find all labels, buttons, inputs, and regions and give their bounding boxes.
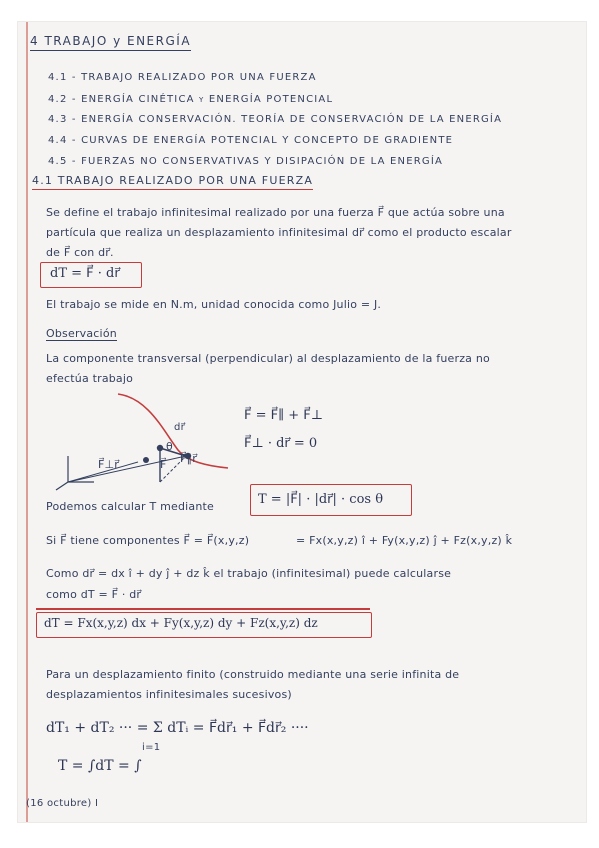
particle-point-3 [143, 457, 149, 463]
section-title: 4 TRABAJO y ENERGÍA [30, 34, 191, 51]
observation-line-1: La componente transversal (perpendicular) al desplazamiento de la fuerza no [46, 352, 490, 365]
finite-line-2: desplazamientos infinitesimales sucesivos) [46, 688, 292, 701]
margin-line [26, 22, 28, 822]
dr-line-a: Como dr⃗ = dx î + dy ĵ + dz k̂ el trabajo (infinitesimal) puede calcularse [46, 567, 452, 580]
toc-item-3: 4.3 - ENERGÍA CONSERVACIÓN. TEORÍA DE CONSERVACIÓN DE LA ENERGÍA [48, 114, 503, 125]
definition-line-2: partícula que realiza un desplazamiento infinitesimal dr⃗ como el producto escalar [46, 226, 512, 239]
definition-line-3: de F⃗ con dr⃗. [46, 246, 114, 259]
equation-dT-expanded: dT = Fx(x,y,z) dx + Fy(x,y,z) dy + Fz(x,y,z) dz [44, 616, 318, 630]
notebook-page [18, 22, 586, 822]
observation-line-2: efectúa trabajo [46, 372, 134, 385]
calc-label: Podemos calcular T mediante [46, 500, 215, 513]
force-diagram [48, 390, 238, 500]
equation-perp-zero: F⃗⊥ · dr⃗ = 0 [244, 436, 318, 451]
observation-label: Observación [46, 327, 117, 340]
toc-item-2: 4.2 - ENERGÍA CINÉTICA y ENERGÍA POTENCIAL [48, 94, 334, 105]
subsection-title: 4.1 TRABAJO REALIZADO POR UNA FUERZA [32, 174, 313, 190]
equation-sum: dT₁ + dT₂ ··· = Σ dTᵢ = F⃗dr⃗₁ + F⃗dr⃗₂ ···· [46, 720, 309, 736]
toc-item-4: 4.4 - CURVAS DE ENERGÍA POTENCIAL Y CONCEPTO DE GRADIENTE [48, 135, 454, 146]
red-rule-top [36, 608, 370, 610]
toc-item-5: 4.5 - FUERZAS NO CONSERVATIVAS Y DISIPACIÓN DE LA ENERGÍA [48, 156, 444, 167]
definition-line-1: Se define el trabajo infinitesimal realizado por una fuerza F⃗ que actúa sobre una [46, 206, 505, 219]
dr-label: dr⃗ [174, 422, 186, 433]
fpar-label: F⃗∥r⃗ [180, 452, 197, 465]
dr-line-b: como dT = F⃗ · dr⃗ [46, 588, 142, 601]
sum-index: i=1 [142, 742, 161, 753]
angle-label: θ [166, 440, 173, 453]
force-label: F⃗ [160, 458, 167, 471]
equation-decomposition: F⃗ = F⃗∥ + F⃗⊥ [244, 408, 323, 423]
footer-note: (16 octubre) I [26, 798, 99, 809]
fperp-label: F⃗⊥r⃗ [98, 458, 120, 471]
equation-dT: dT = F⃗ · dr⃗ [50, 266, 120, 281]
axis-z [56, 482, 68, 490]
equation-T-cos: T = |F⃗| · |dr⃗| · cos θ [258, 492, 384, 507]
equation-integral: T = ∫dT = ∫ [58, 758, 142, 774]
finite-line-1: Para un desplazamiento finito (construido mediante una serie infinita de [46, 668, 460, 681]
components-line-b: = Fx(x,y,z) î + Fy(x,y,z) ĵ + Fz(x,y,z) k̂ [296, 534, 513, 547]
components-line-a: Si F⃗ tiene componentes F⃗ = F⃗(x,y,z) [46, 534, 250, 547]
position-vector-2 [68, 456, 186, 482]
toc-item-1: 4.1 - TRABAJO REALIZADO POR UNA FUERZA [48, 72, 317, 83]
particle-point [157, 445, 163, 451]
units-line: El trabajo se mide en N.m, unidad conocida como Julio = J. [46, 298, 382, 311]
trajectory-curve [118, 394, 228, 468]
